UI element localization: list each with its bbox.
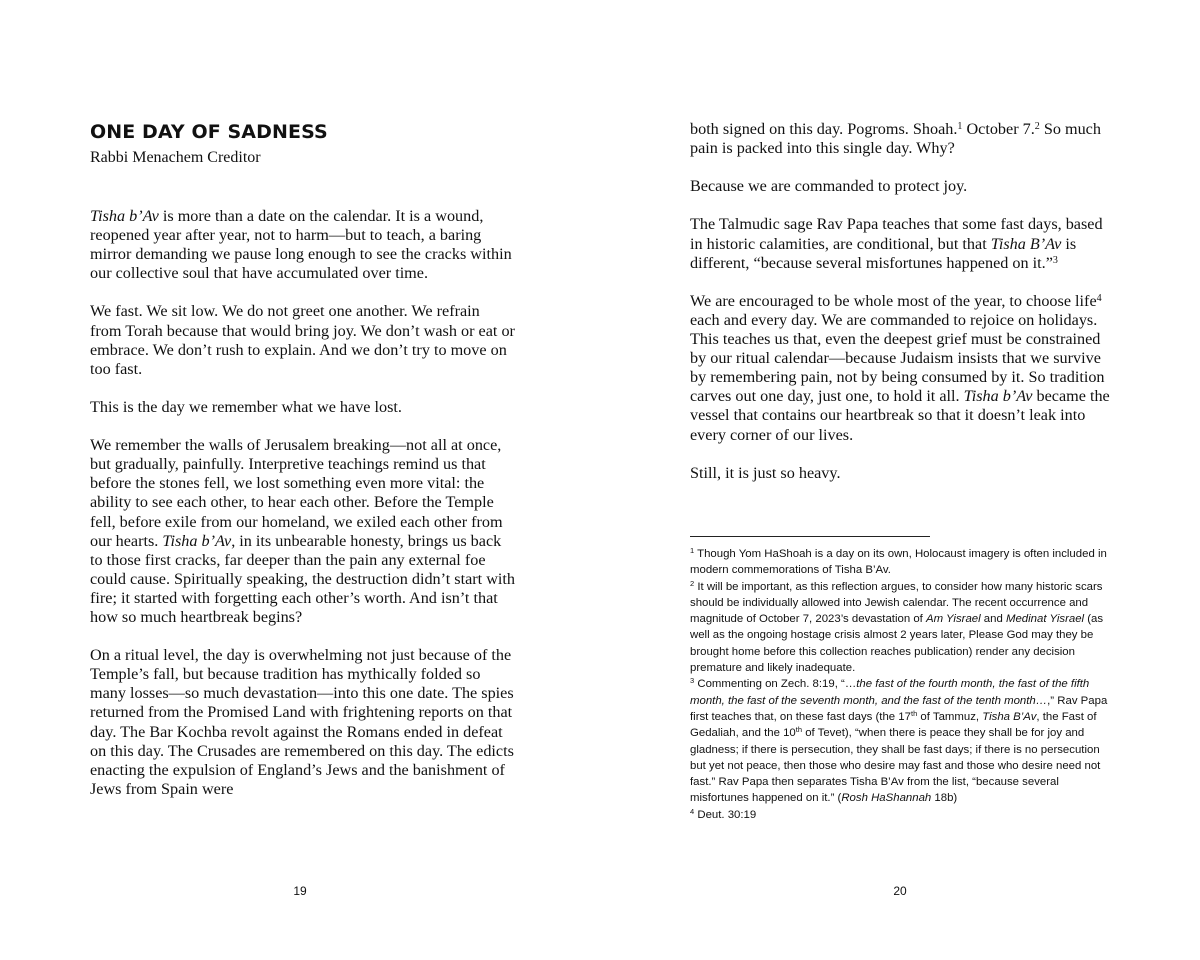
paragraph-2: We fast. We sit low. We do not greet one another. We refrain from Torah because that would bring joy. We don’t wash or eat or embrace. We don’t rush to explain. And we don’t try to move on too fast. <box>90 302 515 378</box>
footnote-ref[interactable]: 2 <box>1034 121 1040 132</box>
paragraph-1: Tisha b’Av is more than a date on the calendar. It is a wound, reopened year after year, not to harm—but to teach, a baring mirror demanding we pause long enough to see the cracks within our collective soul that have accumulated over time. <box>90 207 512 283</box>
footnote-2: $^2$ It will be important, as this reflection argues, to consider how many historic scars should be individually allowed into Jewish calendar. The recent occurrence and magnitude of October 7, 2023’s devastation of Am Yisrael and Medinat Yisrael (as well as the ongoing hostage crisis almost 2 years later, Please God may they be brought home before this collection reaches publication) render any decision premature and likely inadequate. <box>690 578 1104 675</box>
paragraph-4: We are encouraged to be whole most of the year, to choose life$^4$ each and every day. We are commanded to rejoice on holidays. This teaches us that, even the deepest grief must be constrained by our ritual calendar—because Judaism insists that we survive by remembering pain, not by being consumed by it. So tradition carves out one day, just one, to hold it all. Tisha b’Av became the vessel that contains our heartbreak so that it doesn’t leak into every corner of our lives. <box>690 291 1110 444</box>
footnote-ref[interactable]: 1 <box>957 121 963 132</box>
italic-term: Tisha b’Av <box>90 207 159 225</box>
footnote-ref[interactable]: 3 <box>1052 254 1058 266</box>
footnote-divider <box>690 536 930 537</box>
author-name: Rabbi Menachem Creditor <box>90 149 261 166</box>
paragraph-3: This is the day we remember what we have lost. <box>90 397 402 416</box>
paragraph-3: The Talmudic sage Rav Papa teaches that some fast days, based in historic calamities, are conditional, but that Tisha B’Av is different, “because several misfortunes happened on it.”$^3$ <box>690 215 1103 272</box>
paragraph-5: On a ritual level, the day is overwhelming not just because of the Temple’s fall, but because tradition has mythically folded so many losses—so much devastation—into this one date. The spies returned from the Promised Land with frightening reports on that day. The Bar Kochba revolt against the Romans ended in defeat on this day. The Crusades are remembered on this day. The edicts enacting the expulsion of England’s Jews and the banishment of Jews from Spain were <box>90 646 514 798</box>
footnote-1: $^1$ Though Yom HaShoah is a day on its own, Holocaust imagery is often included in modern commemorations of Tisha B’Av. <box>690 546 1107 577</box>
italic-term: Tisha b’Av <box>963 387 1033 406</box>
left-body-text <box>90 207 515 799</box>
paragraph-2: Because we are commanded to protect joy. <box>690 177 968 196</box>
right-body-text <box>690 120 1115 483</box>
right-page <box>600 0 1200 960</box>
footnote-3: $^3$ Commenting on Zech. 8:19, “…the fast of the fourth month, the fast of the fifth month, the fast of the seventh month, and the fast of the tenth month…,” Rav Papa first teaches that, on these fast days (the 17th of Tammuz, Tisha B’Av, the Fast of Gedaliah, and the 10th of Tevet), “when there is peace they shall be for joy and gladness; if there is persecution, they shall be fast days; if there is no persecution but yet not peace, then those who desire may fast and those who desire need not fast.” Rav Papa then separates Tisha B’Av from the list, “because several misfortunes happened on it.” (Rosh HaShannah 18b) <box>690 676 1108 805</box>
footnote-4: $^4$ Deut. 30:19 <box>690 806 757 821</box>
italic-term: Tisha b’Av <box>162 531 232 550</box>
chapter-title: ONE DAY OF SADNESS <box>90 121 328 143</box>
paragraph-4: We remember the walls of Jerusalem breaking—not all at once, but gradually, painfully. Interpretive teachings remind us that before the stones fell, we lost something even more vital: the ability to see each other, to hear each other. Before the Temple fell, before exile from our homeland, we exiled each other from our hearts. Tisha b’Av, in its unbearable honesty, brings us back to those first cracks, far deeper than the pain any external foe could cause. Spiritually speaking, the destruction didn’t start with fire; it started with forgetting each other’s worth. And isn’t that how so much heartbreak begins? <box>90 436 515 626</box>
footnotes <box>690 546 1115 823</box>
page-number: 20 <box>893 884 907 898</box>
paragraph-1: both signed on this day. Pogroms. Shoah.$^1$ October 7.$^2$ So much pain is packed into this single day. Why? <box>690 120 1101 158</box>
paragraph-5: Still, it is just so heavy. <box>690 463 841 482</box>
italic-term: Tisha B’Av <box>990 234 1062 253</box>
page-number: 19 <box>293 884 307 898</box>
footnote-ref[interactable]: 4 <box>1096 292 1102 304</box>
